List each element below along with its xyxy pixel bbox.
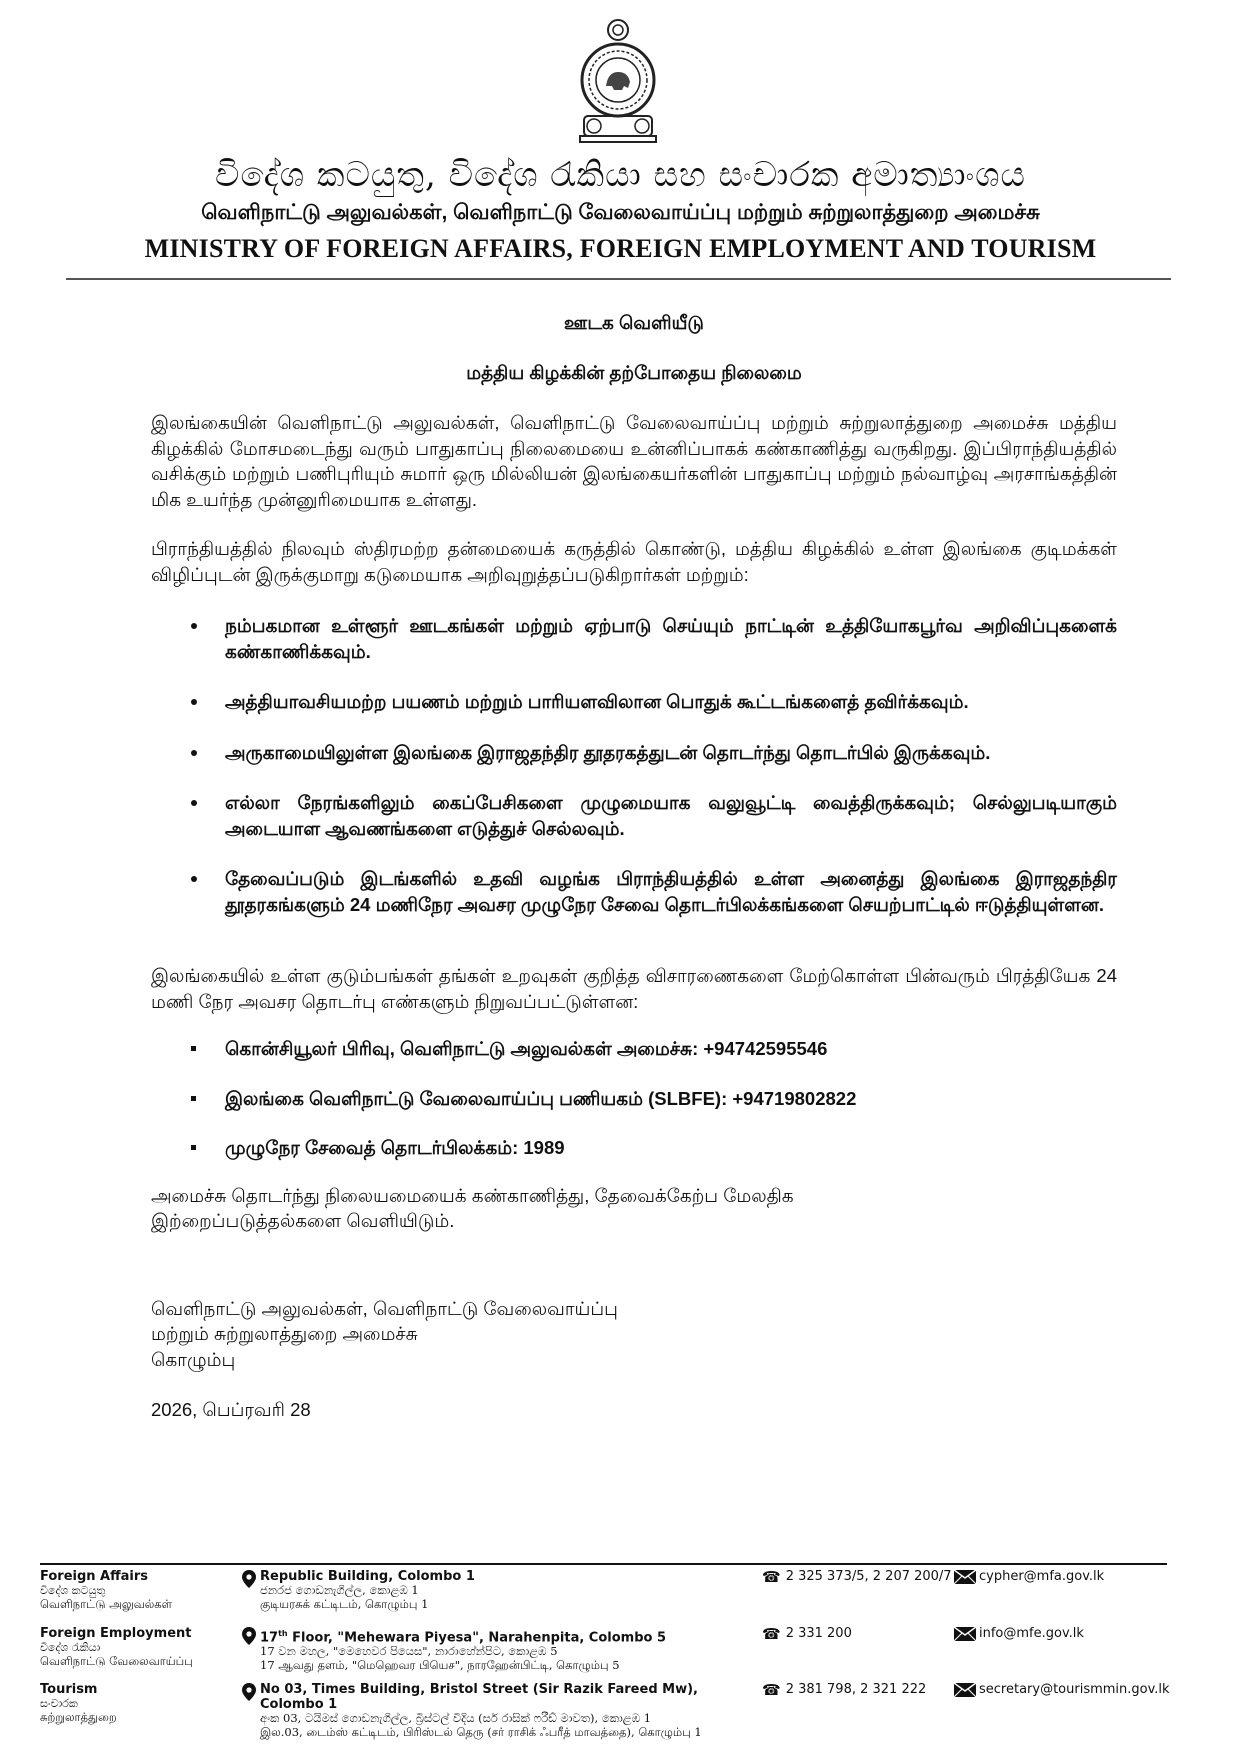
letterhead-divider bbox=[66, 278, 1171, 280]
dept-name-si: සංචාරක bbox=[40, 1697, 78, 1710]
dept-name-ta: வெளிநாட்டு வேலைவாய்ப்பு bbox=[40, 1654, 193, 1668]
hotline-text: இலங்கை வெளிநாட்டு வேலைவாய்ப்பு பணியகம் (SLBFE): +94719802822 bbox=[225, 1087, 857, 1109]
phone-number[interactable]: 2 381 798, 2 321 222 bbox=[785, 1682, 927, 1697]
address-si: අංක 03, ටයිමස් ගොඩනැගිල්ල, බ්‍රිස්ටල් විදිය (සර් රාසික් ෆරීඩ් මාවත), කොළඹ 1 bbox=[260, 1711, 652, 1725]
advisory-item bbox=[151, 613, 1117, 664]
footer-address-foreign-employment bbox=[240, 1626, 748, 1672]
ministry-name-english: MINISTRY OF FOREIGN AFFAIRS, FOREIGN EMPLOYMENT AND TOURISM bbox=[144, 234, 1097, 263]
dept-name-en: Foreign Affairs bbox=[40, 1569, 149, 1584]
envelope-icon bbox=[954, 1627, 976, 1641]
map-pin-icon bbox=[242, 1570, 256, 1588]
advisory-text: எல்லா நேரங்களிலும் கைப்பேசிகளை முழுமையாக வலுவூட்டி வைத்திருக்கவும்; செல்லுபடியாகும் அடையாள ஆவணங்களை எடுத்துச் செல்லவும். bbox=[225, 792, 1117, 839]
advisory-intro-paragraph: பிராந்தியத்தில் நிலவும் ஸ்திரமற்ற தன்மையைக் கருத்தில் கொண்டு, மத்திய கிழக்கில் உள்ள இலங்கை குடிமக்கள் விழிப்புடன் இருக்குமாறு கடுமையாக அறிவுறுத்தப்படுகிறார்கள் மற்றும்: bbox=[151, 538, 1117, 585]
dept-name-en: Foreign Employment bbox=[40, 1626, 192, 1641]
square-bullet-icon bbox=[191, 1096, 196, 1101]
hotline-item bbox=[151, 1135, 1117, 1161]
footer-divider bbox=[40, 1563, 1167, 1565]
release-date: 2026, பெப்ரவரி 28 bbox=[151, 1399, 311, 1420]
footer-dept-foreign-employment bbox=[40, 1626, 240, 1668]
address-floor-suffix: th bbox=[278, 1629, 288, 1638]
phone-number[interactable]: 2 325 373/5, 2 207 200/7 bbox=[785, 1569, 952, 1584]
dept-name-ta: வெளிநாட்டு அலுவல்கள் bbox=[40, 1597, 173, 1611]
dept-name-en: Tourism bbox=[40, 1682, 98, 1697]
address-ta: இல.03, டைம்ஸ் கட்டிடம், பிரிஸ்டல் தெரு (சர் ராசிக் ஃபரீத் மாவத்தை), கொழும்பு 1 bbox=[260, 1724, 702, 1739]
advisory-text: அருகாமையிலுள்ள இலங்கை இராஜதந்திர தூதரகத்துடன் தொடர்ந்து தொடர்பில் இருக்கவும். bbox=[225, 741, 991, 763]
closing-paragraph bbox=[151, 1183, 1117, 1234]
closing-line: அமைச்சு தொடர்ந்து நிலையமையைக் கண்காணித்து, தேவைக்கேற்ப மேலதிக bbox=[151, 1184, 794, 1206]
footer-email-tourism bbox=[954, 1682, 1200, 1698]
hotline-intro-paragraph: இலங்கையில் உள்ள குடும்பங்கள் தங்கள் உறவுகள் குறித்த விசாரணைகளை மேற்கொள்ள பின்வரும் பிரத்தியேக 24 மணி நேர அவசர தொடர்பு எண்களும் நிறுவப்பட்டுள்ளன: bbox=[151, 965, 1117, 1012]
dept-name-ta: சுற்றுலாத்துறை bbox=[40, 1710, 117, 1724]
bullet-icon bbox=[191, 800, 197, 806]
press-release-body bbox=[151, 300, 1117, 1423]
dept-name-si: විදේශ කටයුතු bbox=[40, 1584, 106, 1597]
footer-row-foreign-affairs bbox=[40, 1569, 1200, 1611]
document-title: ஊடக வெளியீடு bbox=[564, 312, 704, 333]
envelope-icon bbox=[954, 1570, 976, 1584]
ministry-name-tamil: வெளிநாட்டு அலுவல்கள், வெளிநாட்டு வேலைவாய்ப்பு மற்றும் சுற்றுலாத்துறை அமைச்சு bbox=[201, 201, 1040, 224]
footer-phone-foreign-employment bbox=[748, 1626, 954, 1642]
intro-paragraph: இலங்கையின் வெளிநாட்டு அலுவல்கள், வெளிநாட்டு வேலைவாய்ப்பு மற்றும் சுற்றுலாத்துறை அமைச்சு மத்திய கிழக்கில் மோசமடைந்து வரும் பாதுகாப்பு நிலைமையை உன்னிப்பாகக் கண்காணித்து வருகிறது. இப்பிராந்தியத்தில் வசிக்கும் மற்றும் பணிபுரியும் சுமார் ஒரு மில்லியன் இலங்கையர்களின் பாதுகாப்பு மற்றும் நல்வாழ்வு அரசாங்கத்தின் மிக உயர்ந்த முன்னுரிமையாக உள்ளது. bbox=[151, 412, 1117, 510]
address-rest: Floor, "Mehewara Piyesa", Narahenpita, Colombo 5 bbox=[287, 1630, 667, 1646]
advisory-text: தேவைப்படும் இடங்களில் உதவி வழங்க பிராந்தியத்தில் உள்ள அனைத்து இலங்கை இராஜதந்திர தூதரகங்களும் 24 மணிநேர அவசர முழுநேர சேவை தொடர்பிலக்கங்களை செயற்பாட்டில் ஈடுத்தியுள்ளன. bbox=[225, 868, 1117, 915]
footer-email-foreign-employment bbox=[954, 1626, 1200, 1642]
advisory-item bbox=[151, 866, 1117, 917]
address-si: 17 වන මහල, "මෙහෙවර පියෙස", නාරාහේන්පිට, කොළඹ 5 bbox=[260, 1644, 558, 1659]
square-bullet-icon bbox=[191, 1046, 196, 1051]
hotline-text: முழுநேர சேவைத் தொடர்பிலக்கம்: 1989 bbox=[225, 1137, 565, 1158]
signature-line: மற்றும் சுற்றுலாத்துறை அமைச்சு bbox=[151, 1323, 418, 1344]
bullet-icon bbox=[191, 699, 197, 705]
footer-row-foreign-employment bbox=[40, 1626, 1200, 1672]
telephone-icon: ☎ bbox=[762, 1681, 781, 1699]
national-emblem-icon bbox=[578, 16, 658, 144]
footer-email-foreign-affairs bbox=[954, 1569, 1200, 1585]
email-link[interactable]: secretary@tourismmin.gov.lk bbox=[979, 1682, 1170, 1697]
ministry-name-sinhala: විදේශ කටයුතු, විදේශ රැකියා සහ සංචාරක අමාත්‍යාංශය bbox=[215, 155, 1026, 195]
map-pin-icon bbox=[242, 1683, 256, 1701]
dept-name-si: විදේශ රැකියා bbox=[40, 1641, 101, 1654]
signature-line: கொழும்பு bbox=[151, 1348, 236, 1370]
advisory-text: நம்பகமான உள்ளூர் ஊடகங்கள் மற்றும் ஏற்பாடு செய்யும் நாட்டின் உத்தியோகபூர்வ அறிவிப்புகளைக் கண்காணிக்கவும். bbox=[225, 615, 1117, 662]
bullet-icon bbox=[191, 750, 197, 756]
address-en bbox=[260, 1626, 748, 1645]
address-en: Republic Building, Colombo 1 bbox=[260, 1569, 475, 1584]
signature-block bbox=[151, 1296, 1117, 1373]
footer-row-tourism bbox=[40, 1682, 1200, 1739]
advisory-item bbox=[151, 689, 1117, 715]
telephone-icon: ☎ bbox=[762, 1625, 781, 1643]
advisory-item bbox=[151, 790, 1117, 841]
footer-phone-tourism bbox=[748, 1682, 954, 1698]
advisory-item bbox=[151, 740, 1117, 766]
bullet-icon bbox=[191, 623, 197, 629]
footer-dept-foreign-affairs bbox=[40, 1569, 240, 1611]
document-subtitle: மத்திய கிழக்கின் தற்போதைய நிலைமை bbox=[466, 361, 802, 383]
footer-phone-foreign-affairs bbox=[748, 1569, 954, 1585]
phone-number[interactable]: 2 331 200 bbox=[785, 1626, 852, 1641]
footer-dept-tourism bbox=[40, 1682, 240, 1724]
hotline-item bbox=[151, 1086, 1117, 1112]
address-ta: குடியரசுக் கட்டிடம், கொழும்பு 1 bbox=[260, 1596, 429, 1611]
address-si: ජනරජ ගොඩනැගිල්ල, කොළඹ 1 bbox=[260, 1583, 419, 1597]
signature-line: வெளிநாட்டு அலுவல்கள், வெளிநாட்டு வேலைவாய்ப்பு bbox=[151, 1297, 618, 1319]
email-link[interactable]: cypher@mfa.gov.lk bbox=[979, 1569, 1105, 1584]
address-en: No 03, Times Building, Bristol Street (Sir Razik Fareed Mw), Colombo 1 bbox=[260, 1682, 698, 1712]
footer-address-foreign-affairs bbox=[240, 1569, 748, 1611]
telephone-icon: ☎ bbox=[762, 1568, 781, 1586]
square-bullet-icon bbox=[191, 1145, 196, 1150]
envelope-icon bbox=[954, 1683, 976, 1697]
advisory-list bbox=[151, 613, 1117, 917]
bullet-icon bbox=[191, 876, 197, 882]
address-ta: 17 ஆவது தளம், "மெஹெவர பியெச", நாரஹேன்பிட்டி, கொழும்பு 5 bbox=[260, 1657, 620, 1672]
map-pin-icon bbox=[242, 1627, 256, 1645]
hotline-item bbox=[151, 1036, 1117, 1062]
email-link[interactable]: info@mfe.gov.lk bbox=[979, 1626, 1084, 1641]
footer-address-tourism bbox=[240, 1682, 748, 1739]
advisory-text: அத்தியாவசியமற்ற பயணம் மற்றும் பாரியளவிலான பொதுக் கூட்டங்களைத் தவிர்க்கவும். bbox=[225, 691, 969, 712]
hotline-text: கொன்சியூலர் பிரிவு, வெளிநாட்டு அலுவல்கள் அமைச்சு: +94742595546 bbox=[225, 1038, 828, 1059]
address-floor: 17 bbox=[260, 1630, 279, 1646]
closing-line: இற்றைப்படுத்தல்களை வெளியிடும். bbox=[151, 1210, 455, 1231]
hotline-list bbox=[151, 1036, 1117, 1161]
